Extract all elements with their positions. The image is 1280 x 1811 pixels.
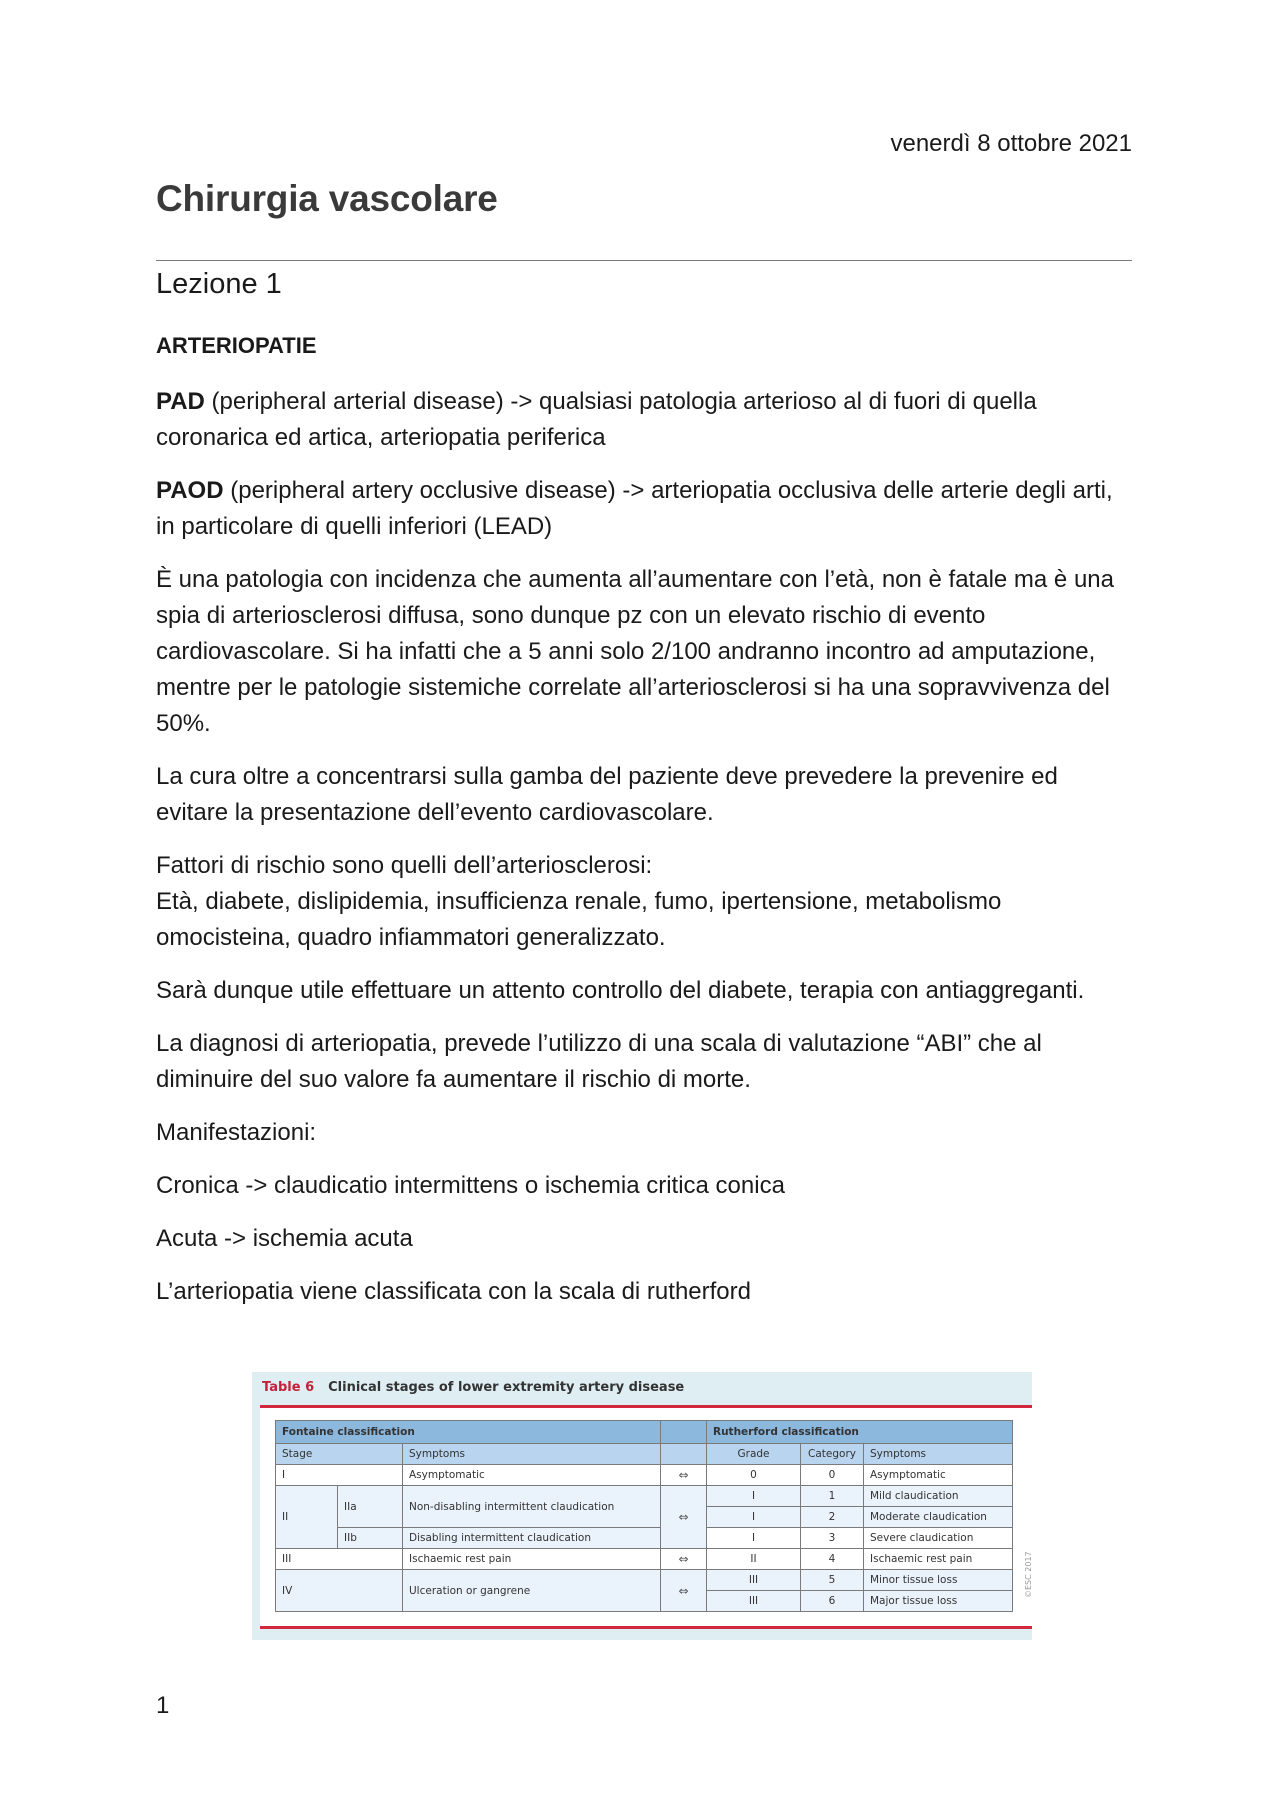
- page-number: 1: [156, 1692, 170, 1719]
- document-body: [156, 330, 1132, 1327]
- table-column-header: [276, 1444, 1013, 1465]
- col-category: Category: [801, 1444, 864, 1465]
- pad-term: PAD: [156, 388, 205, 415]
- table-row: III 6 Major tissue loss: [276, 1591, 1013, 1612]
- paragraph-treatment: La cura oltre a concentrarsi sulla gamba del paziente deve prevedere la prevenire ed evitare la presentazione dell’evento cardiovascolare.: [156, 763, 1058, 826]
- table-bottom-rule: [260, 1626, 1032, 1629]
- pad-definition: [156, 384, 1132, 456]
- document-title: Chirurgia vascolare: [156, 178, 498, 219]
- table-group-header: [276, 1421, 1013, 1444]
- paragraph-chronic: Cronica -> claudicatio intermittens o ischemia critica conica: [156, 1172, 785, 1199]
- equivalence-arrow-icon: ⇔: [661, 1549, 707, 1570]
- risk-factors-intro: Fattori di rischio sono quelli dell’arteriosclerosi:: [156, 852, 653, 879]
- paod-term: PAOD: [156, 477, 224, 504]
- lesson-subtitle: Lezione 1: [156, 268, 282, 300]
- col-symptoms: Symptoms: [403, 1444, 661, 1465]
- paragraph-risk-factors: [156, 848, 1132, 956]
- table-row: I 2 Moderate claudication: [276, 1507, 1013, 1528]
- table-row: III Ischaemic rest pain ⇔ II 4 Ischaemic rest pain: [276, 1549, 1013, 1570]
- title-divider: [156, 260, 1132, 261]
- table-caption: Clinical stages of lower extremity artery disease: [328, 1380, 685, 1395]
- table-row: II IIa Non-disabling intermittent claudication ⇔ I 1 Mild claudication: [276, 1486, 1013, 1507]
- rutherford-header: Rutherford classification: [707, 1421, 1013, 1444]
- fontaine-rutherford-table: [275, 1420, 1013, 1612]
- risk-factors-list: Età, diabete, dislipidemia, insufficienza renale, fumo, ipertensione, metabolismo omocisteina, quadro infiammatori generalizzato.: [156, 888, 1002, 951]
- copyright-note: ©ESC 2017: [1024, 1551, 1033, 1598]
- table-row: IIb Disabling intermittent claudication I 3 Severe claudication: [276, 1528, 1013, 1549]
- paod-text: (peripheral artery occlusive disease) -> arteriopatia occlusiva delle arterie degli arti, in particolare di quelli inferiori (LEAD): [156, 477, 1113, 540]
- equivalence-arrow-icon: ⇔: [661, 1570, 707, 1612]
- document-date: venerdì 8 ottobre 2021: [890, 130, 1132, 157]
- paragraph-classification: L’arteriopatia viene classificata con la scala di rutherford: [156, 1278, 751, 1305]
- equivalence-arrow-icon: ⇔: [661, 1486, 707, 1549]
- paragraph-therapy: Sarà dunque utile effettuare un attento controllo del diabete, terapia con antiaggreganti.: [156, 977, 1085, 1004]
- col-r-symptoms: Symptoms: [864, 1444, 1013, 1465]
- figure-caption: [262, 1380, 684, 1395]
- table-container: [260, 1408, 1032, 1626]
- equivalence-arrow-icon: ⇔: [661, 1465, 707, 1486]
- section-heading: ARTERIOPATIE: [156, 333, 317, 358]
- col-grade: Grade: [707, 1444, 801, 1465]
- paragraph-epidemiology: È una patologia con incidenza che aumenta all’aumentare con l’età, non è fatale ma è una spia di arteriosclerosi diffusa, sono dunque pz con un elevato rischio di evento cardiovascolare. Si ha infatti che a 5 anni solo 2/100 andranno incontro ad amputazione, mentre per le patologie sistemiche correlate all’arteriosclerosi si ha una sopravvivenza del 50%.: [156, 566, 1114, 737]
- paragraph-diagnosis: La diagnosi di arteriopatia, prevede l’utilizzo di una scala di valutazione “ABI” che al diminuire del suo valore fa aumentare il rischio di morte.: [156, 1030, 1042, 1093]
- paod-definition: [156, 473, 1132, 545]
- paragraph-acute: Acuta -> ischemia acuta: [156, 1225, 413, 1252]
- pad-text: (peripheral arterial disease) -> qualsiasi patologia arterioso al di fuori di quella coronarica ed artica, arteriopatia periferica: [156, 388, 1037, 451]
- table-row: IV Ulceration or gangrene ⇔ III 5 Minor tissue loss: [276, 1570, 1013, 1591]
- col-stage: Stage: [276, 1444, 403, 1465]
- table-row: I Asymptomatic ⇔ 0 0 Asymptomatic: [276, 1465, 1013, 1486]
- classification-table-figure: [252, 1372, 1032, 1640]
- table-number: Table 6: [262, 1380, 315, 1395]
- fontaine-header: Fontaine classification: [276, 1421, 661, 1444]
- paragraph-manifestations: Manifestazioni:: [156, 1119, 317, 1146]
